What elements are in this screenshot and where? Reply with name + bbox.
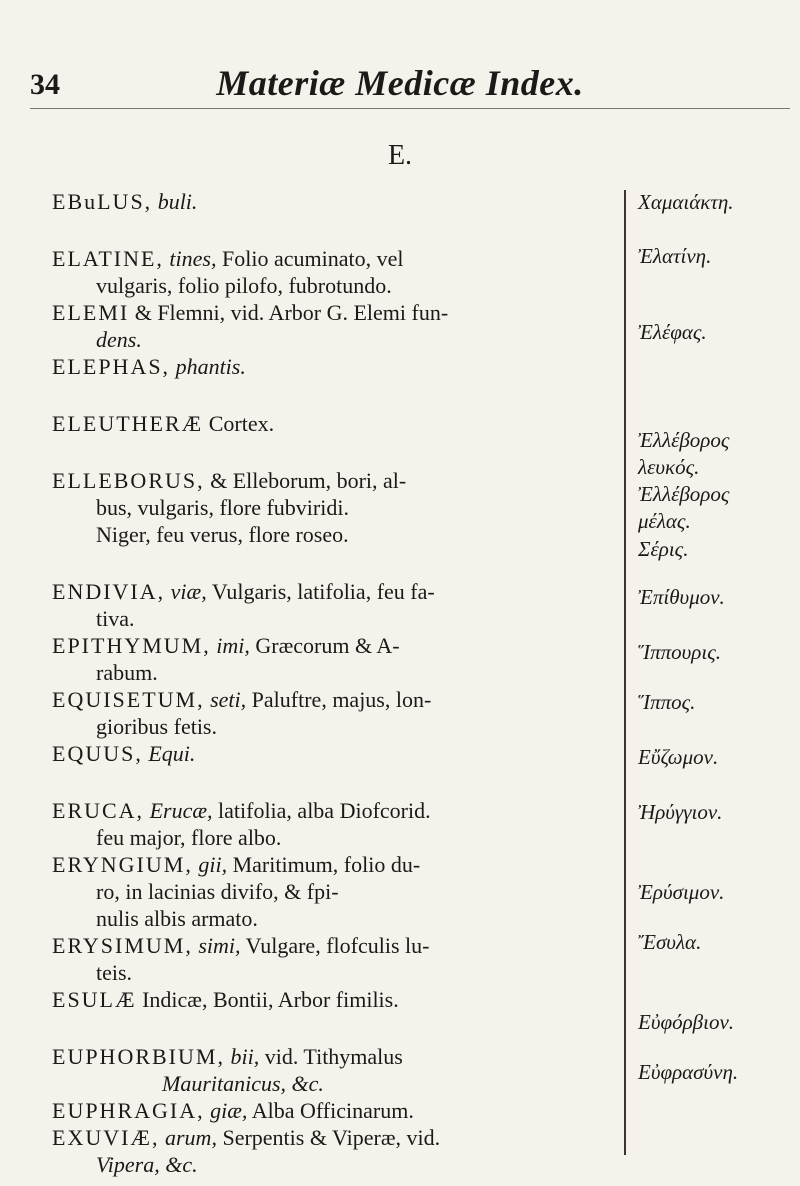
entry-exuviae: EXUVIÆ, arum, Serpentis & Viperæ, vid. Vipera, &c. — [52, 1125, 441, 1177]
entry-euphragia: EUPHRAGIA, giæ, Alba Officinarum. — [52, 1098, 414, 1123]
greek-name: λευκός. — [638, 455, 700, 479]
greek-name: μέλας. — [638, 509, 691, 533]
entry-erysimum: ERYSIMUM, simi, Vulgare, flofculis lu- teis. — [52, 933, 430, 985]
entry-ebulus: EBuLUS, buli. — [52, 189, 198, 214]
greek-name: Ἐρύσιμον. — [638, 880, 725, 904]
column-rule — [624, 190, 626, 1155]
entry-eryngium: ERYNGIUM, gii, Maritimum, folio du- ro, in lacinias divifo, & fpi- nulis albis armato. — [52, 852, 421, 931]
greek-names-column — [638, 0, 796, 1186]
entry-euphorbium: EUPHORBIUM, bii, vid. Tithymalus Mauritanicus, &c. — [52, 1044, 403, 1096]
greek-name: Εὐφόρβιον. — [638, 1010, 735, 1034]
entry-elephas: ELEPHAS, phantis. — [52, 354, 246, 379]
latin-entries-column — [52, 188, 617, 1178]
greek-name: Ἵππουρις. — [638, 640, 721, 664]
entry-eleutherae: ELEUTHERÆ Cortex. — [52, 411, 275, 436]
greek-name: Ἐλλέβορος — [638, 482, 730, 506]
running-title: Materiæ Medicæ Index. — [216, 63, 584, 103]
greek-name: Ἔσυλα. — [638, 930, 702, 954]
greek-name: Ἐλατίνη. — [638, 244, 712, 268]
greek-name: Σέρις. — [638, 537, 689, 561]
entry-endivia: ENDIVIA, viæ, Vulgaris, latifolia, feu fa- tiva. — [52, 579, 435, 631]
greek-name: Εὔζωμον. — [638, 745, 719, 769]
entry-eruca: ERUCA, Erucæ, latifolia, alba Diofcorid. feu major, flore albo. — [52, 798, 431, 850]
page-number: 34 — [30, 68, 60, 101]
entry-equisetum: EQUISETUM, seti, Paluftre, majus, lon- gioribus fetis. — [52, 687, 432, 739]
entry-elemi: ELEMI & Flemni, vid. Arbor G. Elemi fun- dens. — [52, 300, 449, 352]
section-letter: E. — [387, 140, 413, 171]
entry-esulae: ESULÆ Indicæ, Bontii, Arbor fimilis. — [52, 987, 399, 1012]
entry-elatine: ELATINE, tines, Folio acuminato, vel vulgaris, folio pilofo, fubrotundo. — [52, 246, 404, 298]
greek-name: Εὐφρασύνη. — [638, 1060, 739, 1084]
entry-equus: EQUUS, Equi. — [52, 741, 196, 766]
greek-name: Ἠρύγγιον. — [638, 800, 723, 824]
greek-name: Ἐπίθυμον. — [638, 585, 725, 609]
greek-name: Χαμαιάκτη. — [638, 190, 734, 214]
entry-epithymum: EPITHYMUM, imi, Græcorum & A- rabum. — [52, 633, 400, 685]
greek-name: Ἐλλέβορος — [638, 428, 730, 452]
greek-name: Ἐλέφας. — [638, 320, 707, 344]
entry-elleborus: ELLEBORUS, & Elleborum, bori, al- bus, vulgaris, flore fubviridi. Niger, feu verus, flore roseo. — [52, 468, 407, 547]
greek-name: Ἵππος. — [638, 690, 696, 714]
